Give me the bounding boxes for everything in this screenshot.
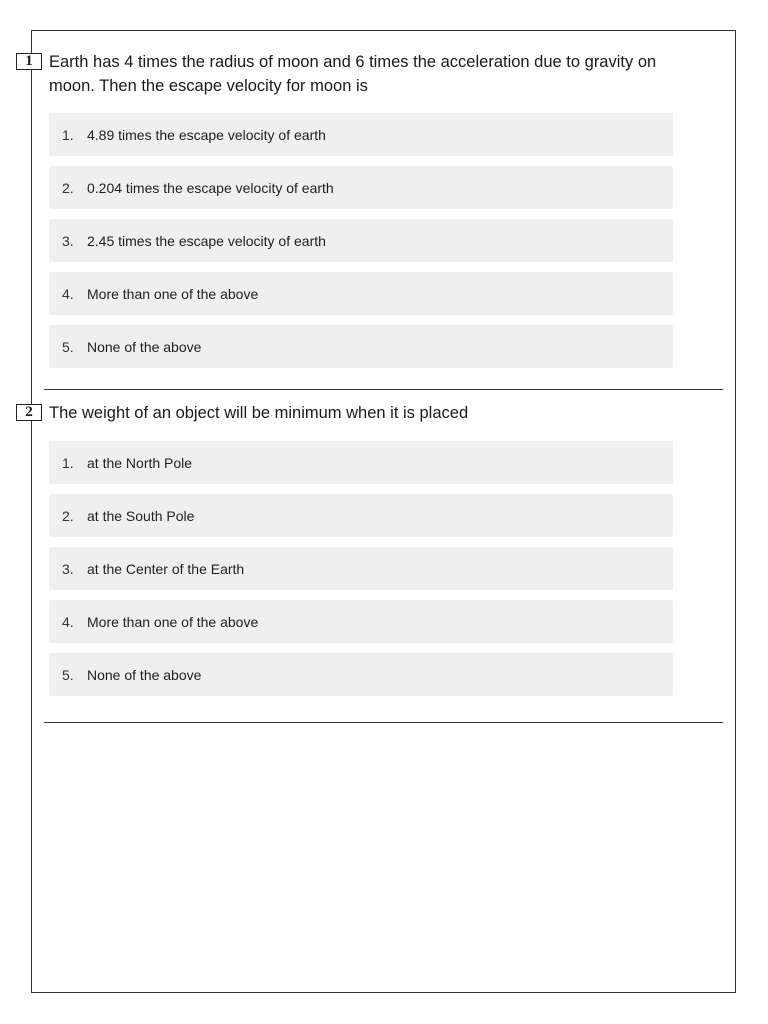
- option-number: 1.: [62, 454, 74, 471]
- option-number: 1.: [62, 126, 74, 143]
- option-text: 0.204 times the escape velocity of earth: [87, 179, 334, 196]
- option-text: at the North Pole: [87, 454, 193, 471]
- option-text: None of the above: [87, 338, 202, 355]
- question-number: 2: [16, 404, 42, 421]
- question-text: The weight of an object will be minimum when it is placed: [49, 404, 469, 422]
- option-number: 5.: [62, 338, 74, 355]
- option-5[interactable]: [49, 325, 673, 368]
- option-2[interactable]: [49, 494, 673, 537]
- option-text: at the Center of the Earth: [87, 560, 245, 577]
- option-4[interactable]: [49, 600, 673, 643]
- option-text: None of the above: [87, 666, 202, 683]
- question-divider: [44, 389, 723, 390]
- option-number: 2.: [62, 507, 74, 524]
- option-text: 2.45 times the escape velocity of earth: [87, 232, 326, 249]
- option-1[interactable]: [49, 113, 673, 156]
- option-number: 5.: [62, 666, 74, 683]
- option-5[interactable]: [49, 653, 673, 696]
- option-number: 3.: [62, 560, 74, 577]
- option-number: 2.: [62, 179, 74, 196]
- question-divider: [44, 722, 723, 723]
- option-list: [49, 113, 673, 378]
- option-text: at the South Pole: [87, 507, 195, 524]
- option-list: [49, 441, 673, 706]
- question-text: Earth has 4 times the radius of moon and 6 times the acceleration due to gravity on moon. Then the escape velocity for moon is: [49, 53, 657, 95]
- option-text: 4.89 times the escape velocity of earth: [87, 126, 326, 143]
- option-1[interactable]: [49, 441, 673, 484]
- option-number: 4.: [62, 285, 74, 302]
- option-text: More than one of the above: [87, 285, 259, 302]
- question-number: 1: [16, 53, 42, 70]
- option-number: 4.: [62, 613, 74, 630]
- option-3[interactable]: [49, 219, 673, 262]
- option-4[interactable]: [49, 272, 673, 315]
- option-text: More than one of the above: [87, 613, 259, 630]
- option-number: 3.: [62, 232, 74, 249]
- option-2[interactable]: [49, 166, 673, 209]
- option-3[interactable]: [49, 547, 673, 590]
